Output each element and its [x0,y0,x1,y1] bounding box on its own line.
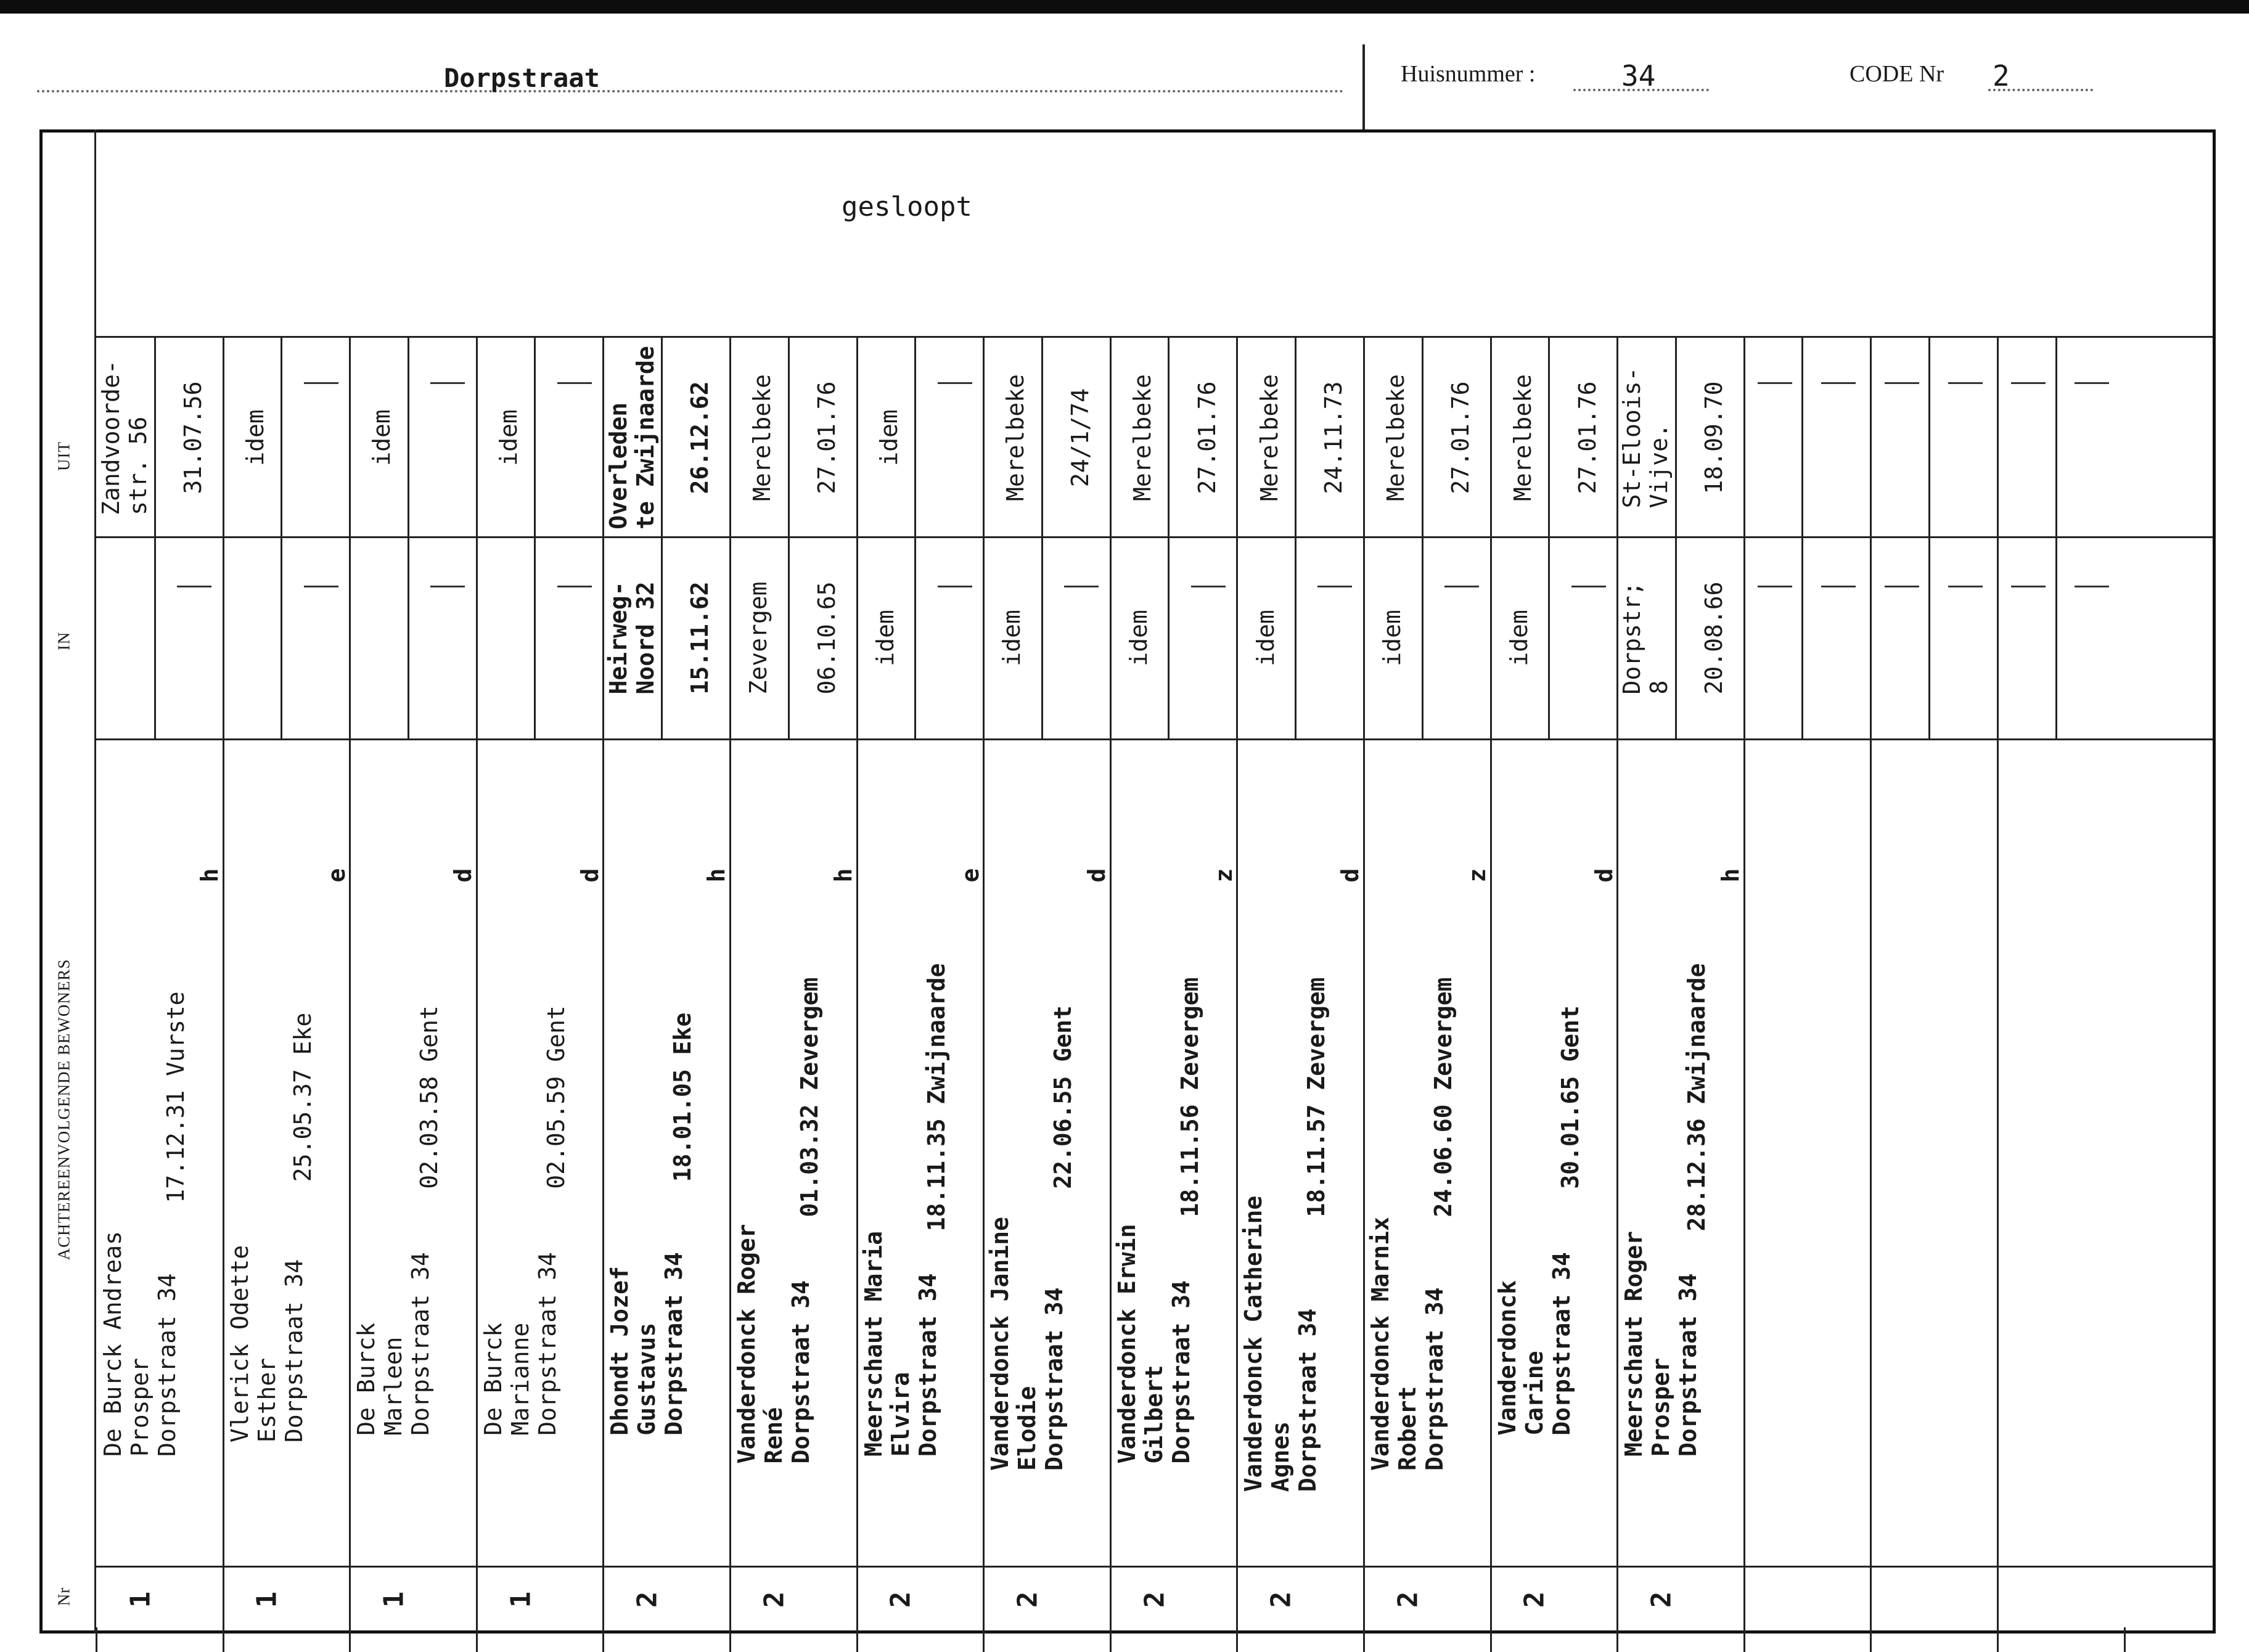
header-separator [1362,44,1365,131]
resident-name: Vanderdonck Catherine Agnes Dorpstraat 34 [1240,1195,1322,1492]
code-label: CODE Nr [1850,61,1944,87]
resident-birth: 02.03.58 Gent [416,1005,443,1189]
entry-number: 2 [631,1591,663,1608]
in-date-blank [177,586,211,587]
in-place: idem [1251,610,1279,666]
uit-place: Merelbeke [1382,374,1410,501]
uit-place: St-Eloois- Vijve. [1618,367,1673,509]
empty-in-dash [2075,586,2109,587]
in-place: idem [1505,610,1533,666]
resident-birth: 24.06.60 Zevergem [1430,977,1457,1217]
grid-subcolumn-line [2055,336,2057,738]
house-number-label: Huisnummer : [1401,61,1536,87]
in-place: idem [998,610,1026,666]
grid-subcolumn-line [534,336,536,738]
uit-date: 31.07.56 [179,381,207,494]
uit-place: Merelbeke [748,374,776,501]
entry-number: 1 [125,1591,157,1608]
uit-place: Merelbeke [1002,374,1030,501]
resident-name: Vanderdonck Carine Dorpstraat 34 [1493,1252,1575,1436]
grid-subcolumn-line [1295,336,1297,738]
in-date-blank [938,586,972,587]
street-name: Dorpstraat [444,63,600,93]
uit-date-blank [938,382,972,384]
resident-mark: h [703,868,731,883]
entry-number: 2 [1518,1591,1551,1608]
resident-name: Vlerick Odette Esther Dorpstraat 34 [226,1245,308,1443]
empty-in-dash [1758,586,1792,587]
bottom-tick [1616,1627,1618,1652]
in-date-blank [304,586,338,587]
grid-column-line [729,336,731,1634]
grid-column-line [1616,336,1618,1634]
entry-number: 2 [1392,1591,1424,1608]
top-border [0,0,2249,14]
uit-place: Merelbeke [1509,374,1536,501]
bottom-tick [96,1627,97,1652]
bottom-tick [1743,1627,1745,1652]
uit-place: idem [875,409,903,466]
grid-column-line [1870,336,1872,1634]
bottom-tick [2124,1627,2126,1652]
resident-mark: e [956,868,984,883]
resident-birth: 02.05.59 Gent [542,1005,570,1189]
grid-subcolumn-line [1801,336,1803,738]
resident-birth: 22.06.55 Gent [1049,1005,1077,1189]
entry-number: 1 [378,1591,410,1608]
bottom-tick [729,1627,731,1652]
uit-date: 24.11.73 [1320,381,1348,494]
bottom-tick [1870,1627,1872,1652]
empty-uit-dash [1821,382,1856,384]
uit-place: Merelbeke [1255,374,1283,501]
grid-column-line [1110,336,1112,1634]
resident-mark: d [449,868,477,883]
resident-mark: d [1337,868,1364,883]
resident-birth: 01.03.32 Zevergem [796,977,823,1217]
resident-birth: 18.01.05 Eke [669,1012,697,1182]
entry-number: 2 [1139,1591,1171,1608]
in-date: 20.08.66 [1700,581,1728,695]
bottom-tick [1110,1627,1112,1652]
in-date-blank [430,586,465,587]
entry-number: 2 [758,1591,790,1608]
bottom-tick [1997,1627,1999,1652]
bottom-tick [476,1627,478,1652]
grid-subcolumn-line [1675,336,1677,738]
in-place: idem [1378,610,1406,666]
in-date: 15.11.62 [686,581,714,695]
resident-mark: z [1464,868,1491,883]
grid-column-line [1236,336,1238,1634]
resident-mark: h [1717,868,1745,883]
resident-name: De Burck Marianne Dorpstraat 34 [479,1252,561,1436]
bottom-tick [983,1627,985,1652]
uit-place: Zandvoorde- str. 56 [97,360,152,515]
entry-number: 2 [1265,1591,1297,1608]
bottom-tick [349,1627,351,1652]
resident-mark: h [830,868,857,883]
resident-name: Vanderdonck Janine Elodie Dorpstraat 34 [986,1217,1068,1471]
in-date-blank [557,586,592,587]
grid-subcolumn-line [154,336,156,738]
resident-birth: 30.01.65 Gent [1556,1005,1584,1189]
resident-mark: d [576,868,604,883]
empty-in-dash [1885,586,1919,587]
grid-column-line [1743,336,1745,1634]
grid-subcolumn-line [1041,336,1043,738]
bottom-tick [1490,1627,1492,1652]
empty-in-dash [2011,586,2046,587]
uit-date: 27.01.76 [1573,381,1601,494]
in-date-blank [1064,586,1099,587]
uit-place: Merelbeke [1129,374,1157,501]
bottom-tick [856,1627,858,1652]
in-place: Heirweg- Noord 32 [604,581,659,695]
uit-date-blank [557,382,592,384]
empty-uit-dash [2011,382,2046,384]
grid-column-line [1997,336,1999,1634]
empty-uit-dash [1948,382,1983,384]
entry-number: 1 [251,1591,283,1608]
resident-name: Meerschaut Roger Prosper Dorpstraat 34 [1620,1230,1702,1457]
resident-mark: h [196,868,223,883]
in-place: Dorpstr; 8 [1618,581,1673,695]
resident-mark: z [1210,868,1237,883]
grid-column-line [476,336,478,1634]
uit-date: 27.01.76 [813,381,841,494]
grid-row-line [96,536,2213,538]
grid-column-line [856,336,858,1634]
grid-subcolumn-line [914,336,916,738]
entry-number: 2 [885,1591,917,1608]
uit-place: idem [368,409,396,466]
entry-number: 1 [505,1591,537,1608]
grid-column-line [983,336,985,1634]
grid-subcolumn-line [408,336,409,738]
in-date-blank [1191,586,1226,587]
in-date: 06.10.65 [813,581,841,695]
grid-row-line [96,336,2213,338]
grid-row-line [96,738,2213,740]
grid-subcolumn-line [1168,336,1170,738]
resident-mark: d [1590,868,1618,883]
uit-place: Overleden te Zwijnaarde [604,346,659,530]
code-value: 2 [1993,59,2010,92]
empty-uit-dash [2075,382,2109,384]
resident-name: Vanderdonck Marnix Robert Dorpstraat 34 [1367,1217,1448,1471]
street-dotted-line [37,90,1344,92]
uit-date: 24/1/74 [1067,388,1094,488]
demolished-note: gesloopt [842,191,972,223]
empty-uit-dash [1758,382,1792,384]
uit-date: 18.09.70 [1700,381,1728,494]
grid-subcolumn-line [661,336,663,738]
resident-birth: 18.11.57 Zevergem [1303,977,1330,1217]
empty-in-dash [1948,586,1983,587]
grid-subcolumn-line [1422,336,1424,738]
resident-name: Meerschaut Maria Elvira Dorpstraat 34 [859,1230,941,1457]
in-date-blank [1571,586,1606,587]
grid-subcolumn-line [281,336,282,738]
bottom-tick [1236,1627,1238,1652]
uit-date: 26.12.62 [686,381,714,494]
grid-column-line [602,336,604,1634]
grid-column-line [223,336,224,1634]
uit-place: idem [241,409,269,466]
resident-birth: 28.12.36 Zwijnaarde [1683,963,1711,1232]
in-date-blank [1317,586,1352,587]
resident-name: Vanderdonck Roger René Dorpstraat 34 [733,1224,814,1464]
grid-subcolumn-line [1928,336,1930,738]
in-place: idem [1125,610,1153,666]
grid-column-line [1363,336,1365,1634]
resident-name: Dhondt Jozef Gustavus Dorpstraat 34 [606,1252,688,1436]
bottom-tick [1363,1627,1365,1652]
empty-uit-dash [1885,382,1919,384]
resident-mark: d [1083,868,1111,883]
uit-date-blank [304,382,338,384]
resident-birth: 18.11.56 Zevergem [1176,977,1203,1217]
house-number-value: 34 [1621,59,1656,92]
uit-date-blank [430,382,465,384]
grid-row-line [96,1566,2213,1568]
resident-name: Vanderdonck Erwin Gilbert Dorpstraat 34 [1113,1224,1195,1464]
uit-date: 27.01.76 [1447,381,1475,494]
grid-column-line [349,336,351,1634]
entry-number: 2 [1012,1591,1044,1608]
bottom-tick [602,1627,604,1652]
uit-date: 27.01.76 [1193,381,1221,494]
resident-name: De Burck Andreas Prosper Dorpstraat 34 [99,1230,181,1457]
uit-place: idem [495,409,523,466]
resident-birth: 25.05.37 Eke [289,1012,316,1182]
in-place: Zevergem [745,581,772,695]
grid-subcolumn-line [1548,336,1550,738]
grid-subcolumn-line [788,336,790,738]
empty-in-dash [1821,586,1856,587]
in-date-blank [1444,586,1479,587]
resident-name: De Burck Marleen Dorpstraat 34 [353,1252,435,1436]
entry-number: 2 [1645,1591,1678,1608]
in-place: idem [871,610,899,666]
grid-column-line [1490,336,1492,1634]
resident-mark: e [322,868,350,883]
resident-birth: 17.12.31 Vurste [162,991,189,1203]
resident-birth: 18.11.35 Zwijnaarde [922,963,950,1232]
label-column-line [94,129,96,1634]
bottom-tick [223,1627,224,1652]
